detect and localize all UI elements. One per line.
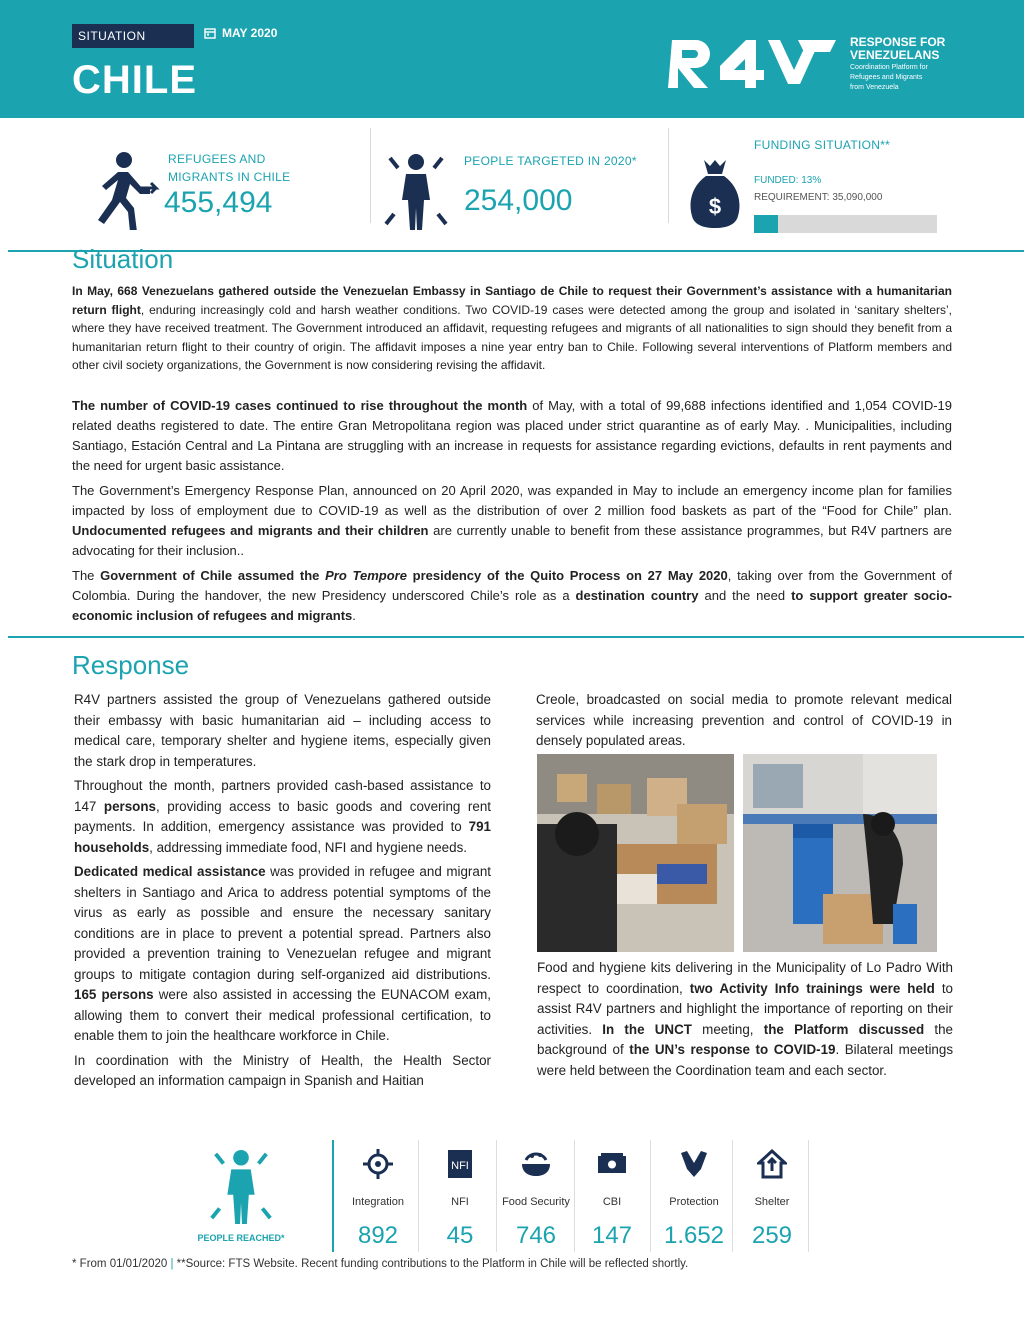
p4-d: . (352, 608, 356, 623)
response-right-top (536, 690, 952, 756)
sector-name: CBI (602, 1196, 622, 1208)
r3-bold2: 165 persons (74, 987, 154, 1002)
caption-paragraph (537, 958, 953, 1081)
logo-sub-2: Refugees and Migrants (850, 74, 923, 81)
p4-b: , taking over from the Government of Colombia. During the handover, the new Presidency underscored Chile’s role as a (72, 568, 953, 603)
calendar-icon (204, 27, 216, 39)
response-heading: Response (72, 650, 190, 680)
funding-progress-fill (754, 215, 778, 233)
funding-requirement: REQUIREMENT: 35,090,000 (754, 192, 883, 203)
p3-bold: Undocumented refugees and migrants and their children (72, 523, 429, 538)
svg-text:$: $ (708, 194, 722, 219)
sector-protection (656, 1146, 732, 1250)
walking-person-arrow-icon (84, 150, 164, 230)
cap-b: to assist R4V partners and highlight the importance of reporting on their activities. (537, 980, 953, 1037)
logo-line-1: RESPONSE FOR (850, 35, 946, 49)
r4v-logo (668, 36, 945, 92)
sector-name: Food Security (502, 1196, 570, 1208)
r4v-logo-mark (668, 36, 840, 92)
refugees-stat-text (168, 150, 290, 186)
targeted-value: 254,000 (464, 184, 573, 217)
situation-paragraph-1 (72, 282, 952, 375)
situation-heading: Situation (72, 244, 174, 274)
footnote-b: **Source: FTS Website. Recent funding contributions to the Platform in Chile will be reflected shortly. (176, 1258, 689, 1270)
response-para-3 (74, 862, 491, 1047)
money-bag-icon-wrap (690, 158, 740, 235)
sector-divider (808, 1140, 809, 1252)
situation-paragraph-4 (72, 566, 952, 626)
country-title: CHILE (72, 58, 197, 102)
sector-nfi (422, 1146, 498, 1250)
money-bag-icon (690, 158, 740, 230)
sector-divider (650, 1140, 651, 1252)
response-para-2 (74, 776, 491, 858)
reached-divider (332, 1140, 334, 1252)
r2-a: Throughout the month, partners provided cash-based assistance to 147 (74, 778, 491, 814)
sector-value: 1.652 (663, 1222, 725, 1249)
r3-a: was provided in refugee and migrant shelters in Santiago and Arica to address potential symptoms of the virus as early as possible and ensure the necessary sanitary conditions are in place to prevent a potential spread. Partners also provided a prevention training to Venezuelan refugee and migrant groups to mitigate contagion during self-organized aid distributions. (74, 864, 491, 982)
photo-kits-delivery (743, 754, 937, 952)
p1-rest: , enduring increasingly cold and harsh weather conditions. Two COVID-19 cases were detected among the group and isolated in ‘sanitary shelters’, where they have received treatment. The Government introduced an affidavit, requesting refugees and migrants of all nationalities to sign should they benefit from a humanitarian return flight to their country of origin. The affidavit imposes a nine year entry ban to Chile. Following several interventions of Platform members and other civil society organizations, the Government is now considering revising the affidavit. (72, 302, 952, 372)
nfi-icon (447, 1149, 473, 1179)
cap-bold2: In the UNCT (602, 1021, 692, 1037)
cap-a: Food and hygiene kits delivering in the Municipality of Lo Padro With respect to coordination, (537, 960, 953, 996)
sector-cbi (574, 1146, 650, 1250)
sector-name: NFI (451, 1196, 469, 1208)
sector-value: 746 (515, 1222, 557, 1249)
logo-line-2: VENEZUELANS (850, 48, 940, 62)
p3-rest: are currently unable to benefit from these assistance programmes, but R4V partners are advocating for their inclusion.. (72, 523, 952, 558)
response-para-4: In coordination with the Ministry of Health, the Health Sector developed an information campaign in Spanish and Haitian (74, 1052, 491, 1088)
targeted-icon-wrap (380, 152, 452, 235)
footnote-separator: | (167, 1258, 177, 1270)
sector-food-security (498, 1146, 574, 1250)
p1-bold: In May, 668 Venezuelans gathered outside the Venezuelan Embassy in Santiago de Chile to request their Government’s assistance with a humanitarian return flight (72, 284, 952, 317)
p4-bold1: Government of Chile assumed the (100, 568, 326, 583)
p2-bold: The number of COVID-19 cases continued to rise throughout the month (72, 398, 528, 413)
cap-bold1: two Activity Info trainings were held (689, 980, 935, 996)
integration-icon (362, 1148, 394, 1180)
funding-progress-bar (754, 215, 937, 233)
p4-bold3: destination country (575, 588, 699, 603)
r3-bold: Dedicated medical assistance (74, 864, 266, 879)
page-header (0, 0, 1024, 118)
situation-tag: SITUATION (72, 24, 194, 48)
sector-divider (732, 1140, 733, 1252)
sector-divider (496, 1140, 497, 1252)
stat-divider (370, 128, 371, 223)
sector-value: 45 (446, 1222, 474, 1249)
situation-paragraph-2 (72, 396, 952, 476)
r2-c: , addressing immediate food, NFI and hygiene needs. (149, 839, 467, 855)
svg-text:NFI: NFI (451, 1160, 469, 1172)
response-left-column (74, 690, 491, 1096)
refugees-stat (84, 150, 164, 235)
sector-name: Integration (352, 1196, 404, 1208)
shelter-icon (757, 1149, 787, 1179)
section-divider (8, 636, 1024, 638)
cap-c: meeting, (691, 1021, 764, 1037)
photo-caption-and-coordination (537, 958, 953, 1085)
sector-value: 259 (751, 1222, 793, 1249)
response-right-para-1: Creole, broadcasted on social media to promote relevant medical services while increasing prevention and control of COVID-19 in densely populated areas. (536, 692, 952, 748)
protection-icon (679, 1149, 709, 1179)
sector-value: 892 (357, 1222, 399, 1249)
funding-title: FUNDING SITUATION** (754, 138, 891, 152)
r2-bold2: 791 households (74, 819, 491, 855)
photo-food-kits-table (537, 754, 734, 952)
footnote-a: * From 01/01/2020 (72, 1258, 168, 1270)
person-arms-up-icon (380, 152, 452, 230)
sector-shelter (734, 1146, 810, 1250)
cap-e: . Bilateral meetings were held between the Coordination team and each sector. (537, 1042, 954, 1078)
footnote (72, 1258, 688, 1270)
sector-name: Shelter (754, 1196, 790, 1208)
r2-bold1: persons (103, 798, 156, 814)
sector-name: Protection (669, 1196, 719, 1208)
refugees-value: 455,494 (164, 186, 273, 219)
logo-sub-1: Coordination Platform for (850, 64, 928, 71)
stat-divider (668, 128, 669, 223)
date-text: MAY 2020 (222, 26, 278, 40)
people-reached-label: PEOPLE REACHED* (197, 1233, 285, 1243)
cap-bold4: the UN’s response to COVID-19 (629, 1042, 836, 1057)
sector-integration (340, 1146, 416, 1250)
sector-value: 147 (591, 1222, 633, 1249)
people-reached (196, 1148, 286, 1243)
p4-bold4: to support greater socio-economic inclusion of refugees and migrants (72, 588, 952, 623)
person-arms-up-icon (203, 1148, 279, 1224)
targeted-label: PEOPLE TARGETED IN 2020* (464, 154, 637, 168)
sector-divider (418, 1140, 419, 1252)
logo-sub-3: from Venezuela (850, 84, 899, 91)
r2-b: , providing access to basic goods and covering rent payments. In addition, emergency assistance was provided to (74, 798, 491, 834)
r3-b: were also assisted in accessing the EUNACOM exam, allowing them to convert their medical professional certification, to enable them to join the healthcare workforce in Chile. (74, 987, 492, 1043)
response-para-1: R4V partners assisted the group of Venezuelans gathered outside their embassy with basic humanitarian aid – including access to medical care, temporary shelter and hygiene items, especially given the stark drop in temperatures. (74, 692, 491, 769)
p4-c: and the need (698, 588, 792, 603)
cap-d: the background of (537, 1021, 953, 1057)
cbi-icon (597, 1153, 627, 1175)
p4-italic: Pro Tempore (325, 568, 407, 583)
p2-rest: of May, with a total of 99,688 infections identified and 1,054 COVID-19 related deaths registered to date. The entire Gran Metropolitana region was placed under strict quarantine as of early May. . Municipalities, including Santiago, Estación Central and La Pintana are struggling with an increase in requests for assistance regarding evictions, defaults in rent payments and the need for urgent basic assistance. (72, 398, 952, 473)
report-date (204, 26, 277, 40)
p4-a: The (72, 568, 101, 583)
refugees-label-1: REFUGEES AND (168, 152, 266, 166)
p4-bold2: presidency of the Quito Process on 27 May 2020 (406, 568, 728, 583)
cap-bold3: the Platform discussed (763, 1021, 925, 1037)
food-security-icon (520, 1150, 552, 1178)
funded-percent: FUNDED: 13% (754, 175, 822, 186)
p3-a: The Government’s Emergency Response Plan, announced on 20 April 2020, was expanded in May to include an emergency income plan for families impacted by loss of employment due to COVID-19 as well as the distribution of over 2 million food baskets as part of the “Food for Chile” plan. (72, 483, 952, 518)
refugees-label-2: MIGRANTS IN CHILE (168, 170, 291, 184)
situation-paragraph-3 (72, 481, 952, 561)
